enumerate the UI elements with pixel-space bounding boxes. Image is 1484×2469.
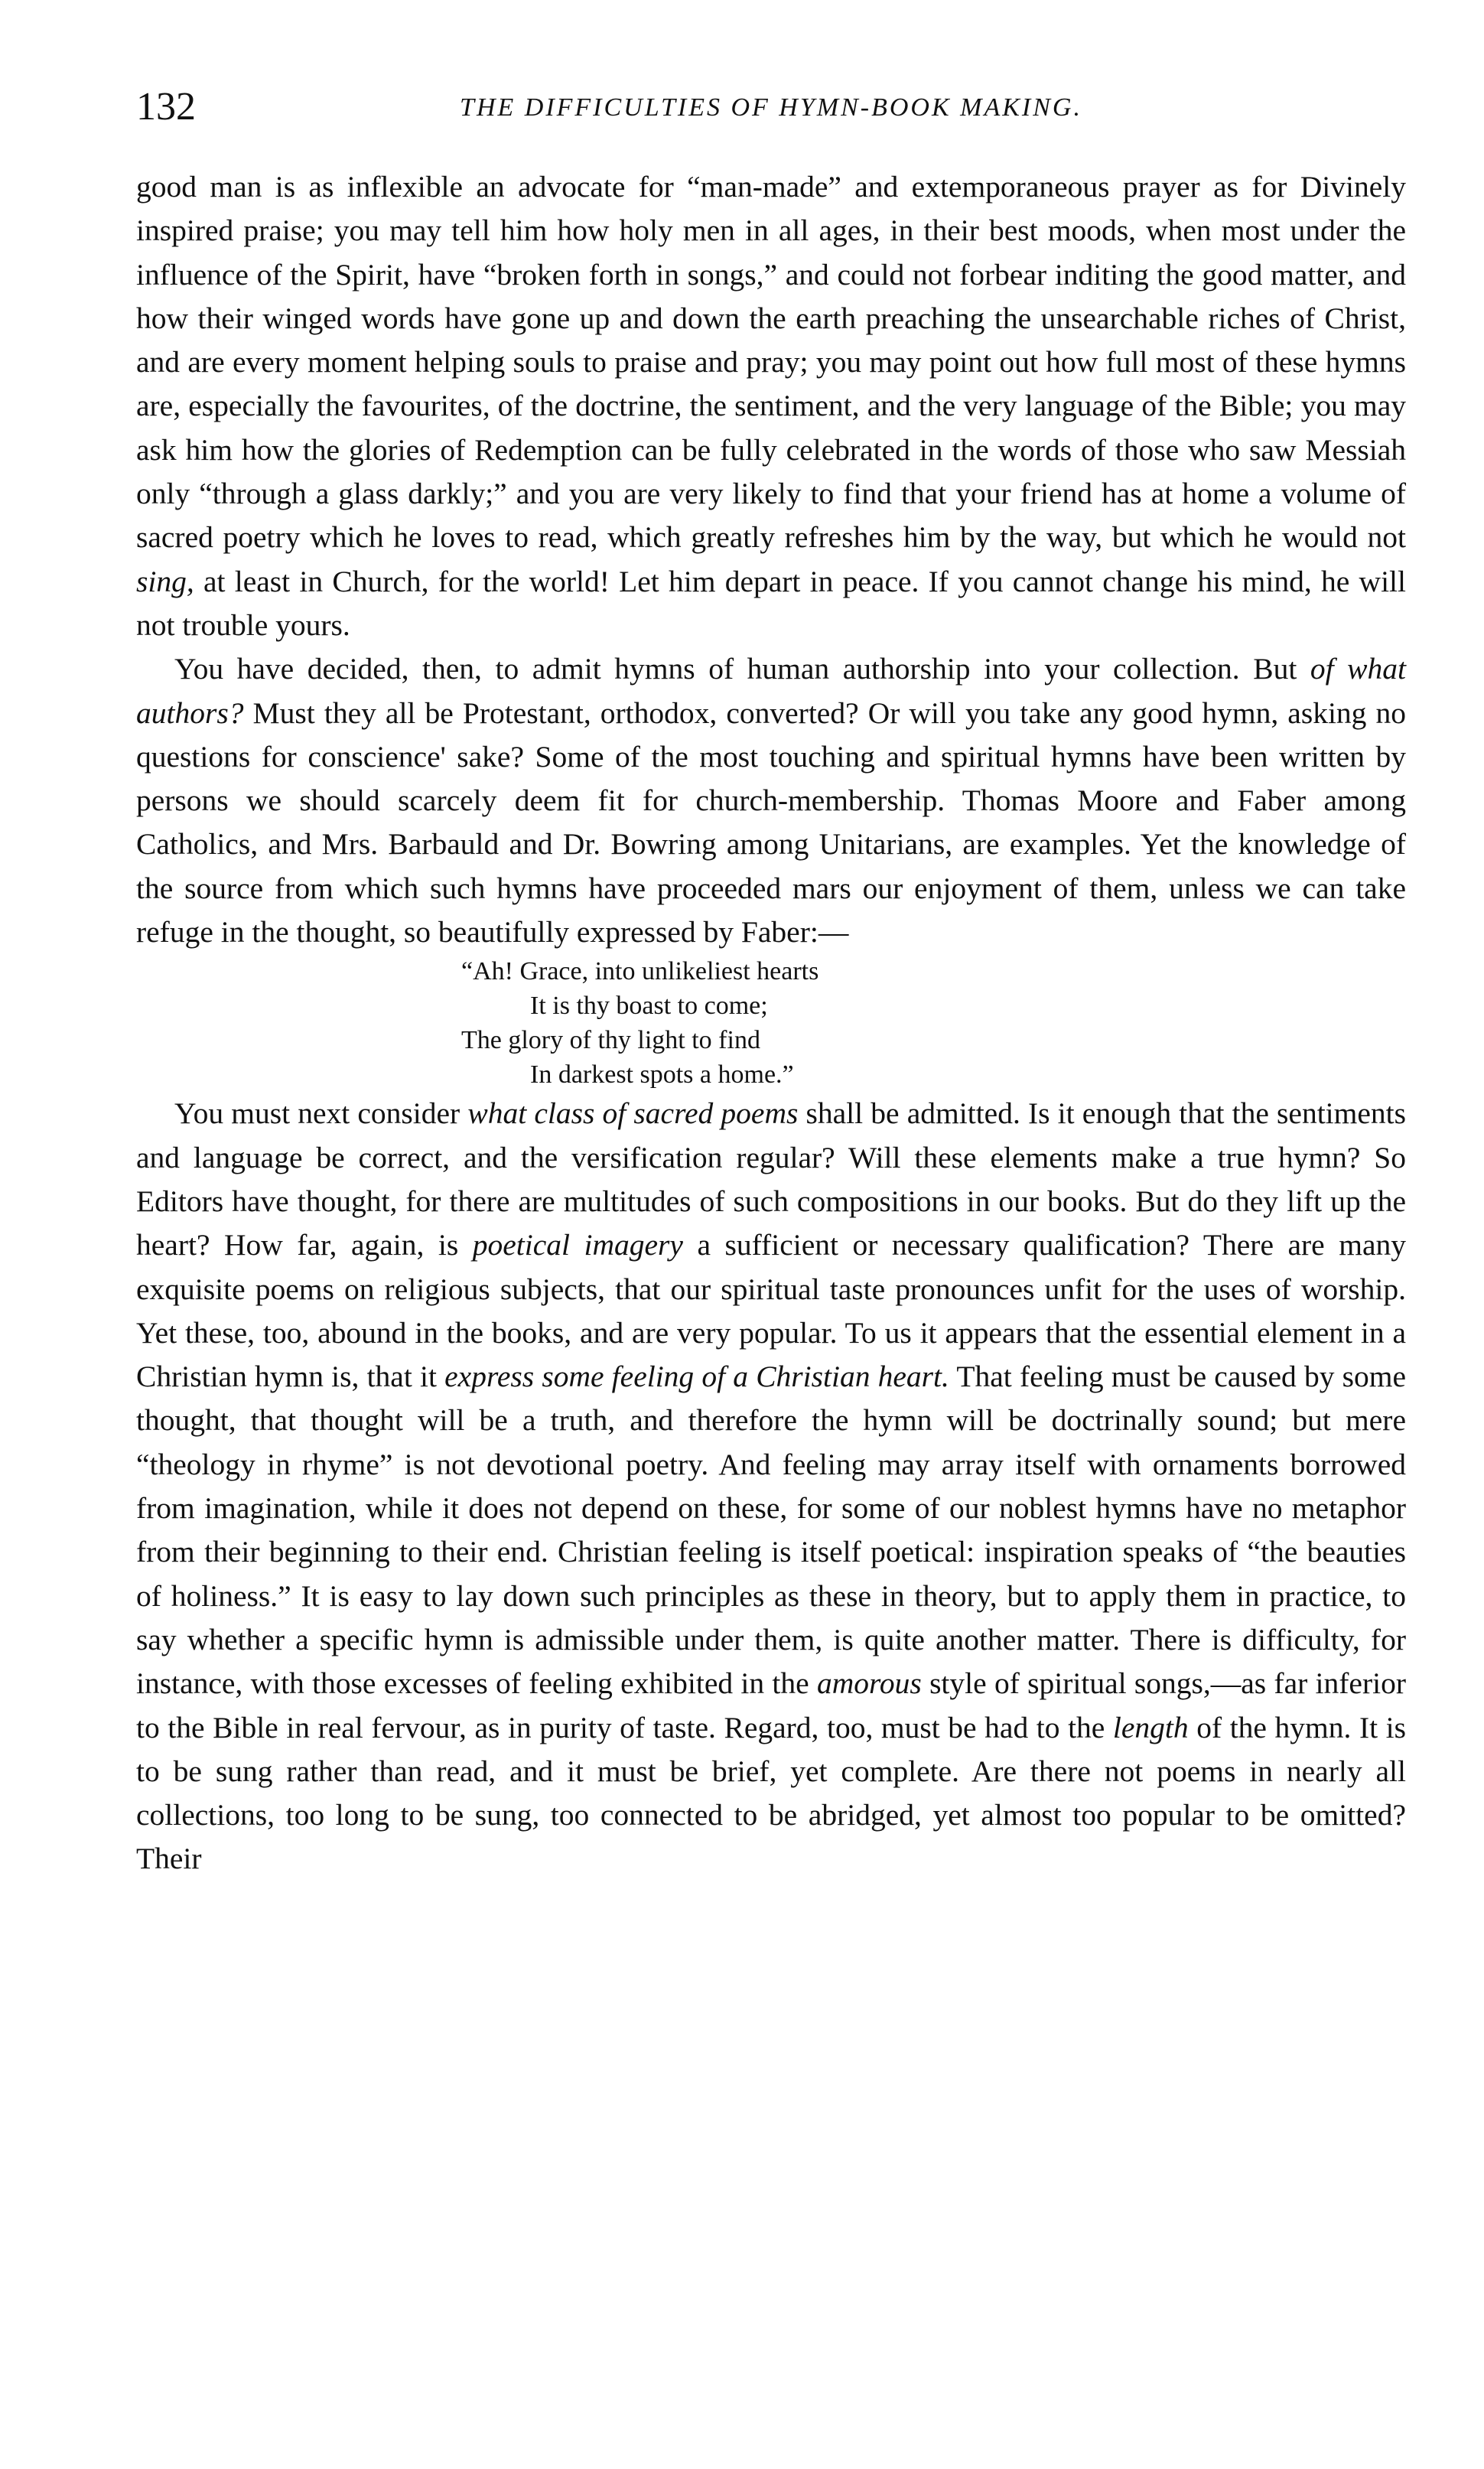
paragraph-3-text-a: You must next consider [174,1096,468,1131]
verse-line-4: In darkest spots a home.” [530,1060,794,1090]
paragraph-2-text-b: Must they all be Protestant, orthodox, converted? Or will you take any good hymn, asking no questions for conscience' sake? Some of the most touching and spiritual hymns have been written by persons we should scarcely deem fit for church-membership. Thomas Moore and Faber among Catholics, and Mrs. Barbauld and Dr. Bowring among Unitarians, are examples. Yet the knowledge of the source from which such hymns have proceeded mars our enjoyment of them, unless we can take refuge in the thought, so beautifully expressed by Faber:— [136,695,1406,949]
paragraph-1-text-a: good man is as inflexible an advocate for “man-made” and extemporaneous prayer as for Divinely inspired praise; you may tell him how holy men in all ages, in their best moods, when most under the influence of the Spirit, have “broken forth in songs,” and could not forbear inditing the good matter, and how their winged words have gone up and down the earth preaching the unsearchable riches of Christ, and are every moment helping souls to praise and pray; you may point out how full most of these hymns are, especially the favourites, of the doctrine, the sentiment, and the very language of the Bible; you may ask him how the glories of Redemption can be fully celebrated in the words of those who saw Messiah only “through a glass darkly;” and you are very likely to find that your friend has at home a volume of sacred poetry which he loves to read, which greatly refreshes him by the way, but which he would not [136,170,1406,555]
paragraph-2-italic-a: of what authors? [136,652,1407,730]
paragraph-3-italic-e: length [1112,1710,1189,1744]
paragraph-3-italic-d: amorous [816,1666,922,1701]
verse-line-3: The glory of thy light to find [461,1026,760,1055]
page-header [136,84,1406,138]
paragraph-3-text-e: style of spiritual songs,—as far inferior to the Bible in real fervour, as in purity of taste. Regard, too, must be had to the [136,1666,1406,1744]
book-page [136,84,1406,1881]
verse-quotation [461,954,1406,1092]
paragraph-3-italic-a: what class of sacred poems [467,1096,799,1131]
paragraph-3-italic-b: poetical imagery [472,1228,683,1262]
paragraph-3-text-b: shall be admitted. Is it enough that the sentiments and language be correct, and the versification regular? Will these elements make a true hymn? So Editors have thought, for there are multitudes of such compositions in our books. But do they lift up the heart? How far, again, is [136,1096,1407,1262]
page-number: 132 [136,85,196,129]
verse-line-2: It is thy boast to come; [530,992,768,1021]
paragraph-1 [136,165,1406,647]
paragraph-3-text-d: That feeling must be caused by some thought, that thought will be a truth, and therefore the hymn will be doctrinally sound; but mere “theology in rhyme” is not devotional poetry. And feeling may array itself with ornaments borrowed from imagination, while it does not depend on these, for some of our noblest hymns have no metaphor from their beginning to their end. Christian feeling is itself poetical: inspiration speaks of “the beauties of holiness.” It is easy to lay down such principles as these in theory, but to apply them in practice, to say whether a specific hymn is admissible under them, is quite another matter. There is difficulty, for instance, with those excesses of feeling exhibited in the [136,1360,1407,1701]
paragraph-3-text-c: a sufficient or necessary qualification? There are many exquisite poems on religious subjects, that our spiritual taste pronounces unfit for the uses of worship. Yet these, too, abound in the books, and are very popular. To us it appears that the essential element in a Christian hymn is, that it [136,1228,1406,1394]
paragraph-3 [136,1092,1406,1881]
paragraph-2-text-a: You have decided, then, to admit hymns of human authorship into your collection. But [174,652,1310,686]
paragraph-3-italic-c: express some feeling of a Christian heart. [444,1360,949,1394]
paragraph-1-text-b: at least in Church, for the world! Let him depart in peace. If you cannot change his mind, he will not trouble yours. [136,564,1406,642]
paragraph-1-italic-a: sing, [136,564,194,598]
verse-line-1: “Ah! Grace, into unlikeliest hearts [461,957,819,986]
paragraph-2 [136,647,1406,954]
body-text [136,165,1406,1881]
running-head: THE DIFFICULTIES OF HYMN-BOOK MAKING. [460,93,1082,122]
paragraph-3-text-f: of the hymn. It is to be sung rather than read, and it must be brief, yet complete. Are there not poems in nearly all collections, too long to be sung, too connected to be abridged, yet almost too popular to be omitted? Their [136,1710,1406,1876]
